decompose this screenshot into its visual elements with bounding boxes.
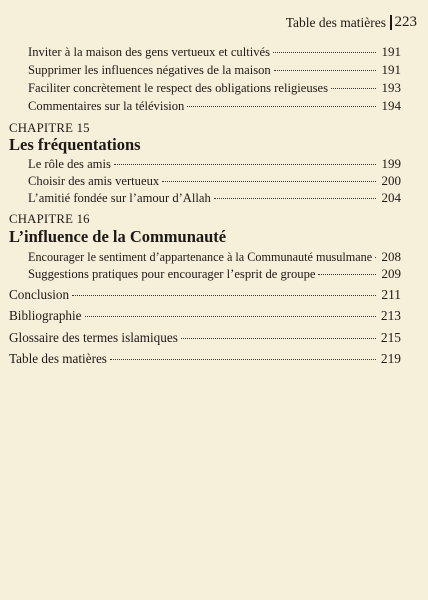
toc-entry-page: 191 bbox=[381, 62, 401, 77]
toc-entry bbox=[28, 249, 401, 265]
toc-entry-page: 191 bbox=[381, 44, 401, 59]
toc-entry-label: Glossaire des termes islamiques bbox=[9, 330, 178, 345]
chapter-16-title: L’influence de la Communauté bbox=[9, 227, 227, 246]
dot-leader bbox=[114, 164, 376, 165]
toc-entry-page: 213 bbox=[380, 308, 401, 323]
toc-entry bbox=[28, 62, 401, 78]
toc-entry-conclusion bbox=[9, 287, 401, 303]
toc-entry-page: 219 bbox=[380, 351, 401, 366]
dot-leader bbox=[375, 257, 376, 258]
toc-entry-page: 215 bbox=[380, 330, 401, 345]
toc-entry-bibliography bbox=[9, 308, 401, 324]
dot-leader bbox=[162, 181, 376, 182]
toc-entry-label: Conclusion bbox=[9, 287, 70, 302]
toc-entry-label: Choisir des amis vertueux bbox=[28, 174, 160, 188]
toc-entry bbox=[28, 173, 401, 189]
chapter-15-title: Les fréquentations bbox=[9, 135, 141, 154]
dot-leader bbox=[72, 295, 376, 296]
toc-entry bbox=[28, 190, 401, 206]
running-header-title: Table des matières bbox=[285, 14, 386, 30]
toc-entry-page: 211 bbox=[381, 287, 401, 302]
toc-entry-page: 194 bbox=[381, 98, 401, 113]
dot-leader bbox=[274, 70, 376, 71]
dot-leader bbox=[214, 198, 376, 199]
running-header bbox=[286, 14, 417, 31]
toc-entry-label: Commentaires sur la télévision bbox=[28, 99, 185, 113]
toc-entry-table-of-contents bbox=[9, 351, 401, 367]
toc-entry-page: 209 bbox=[381, 266, 401, 281]
running-header-page-number: 223 bbox=[394, 14, 417, 30]
toc-entry-label: Le rôle des amis bbox=[28, 157, 111, 171]
dot-leader bbox=[318, 274, 376, 275]
toc-entry-label: L’amitié fondée sur l’amour d’Allah bbox=[28, 191, 211, 205]
dot-leader bbox=[110, 359, 376, 360]
toc-entry-label: Supprimer les influences négatives de la maison bbox=[28, 63, 271, 77]
toc-entry bbox=[28, 98, 401, 114]
chapter-16-label: CHAPITRE 16 bbox=[9, 212, 90, 226]
toc-entry bbox=[28, 80, 401, 96]
toc-entry-glossary bbox=[9, 330, 401, 346]
dot-leader bbox=[331, 88, 376, 89]
dot-leader bbox=[187, 106, 376, 107]
toc-entry-page: 204 bbox=[381, 190, 401, 205]
toc-entry-label: Encourager le sentiment d’appartenance à la Communauté musulmane bbox=[28, 250, 373, 264]
toc-entry-label: Suggestions pratiques pour encourager l’esprit de groupe bbox=[28, 267, 316, 281]
chapter-15-label: CHAPITRE 15 bbox=[9, 121, 90, 135]
dot-leader bbox=[85, 316, 376, 317]
toc-entry-page: 208 bbox=[381, 249, 401, 264]
toc-entry-label: Inviter à la maison des gens vertueux et cultivés bbox=[28, 45, 271, 59]
header-separator bbox=[390, 15, 392, 30]
toc-entry-page: 199 bbox=[381, 156, 401, 171]
dot-leader bbox=[181, 338, 376, 339]
toc-entry-label: Table des matières bbox=[9, 351, 107, 366]
toc-entry bbox=[28, 44, 401, 60]
dot-leader bbox=[273, 52, 376, 53]
toc-entry bbox=[28, 266, 401, 282]
toc-entry bbox=[28, 156, 401, 172]
toc-entry-page: 193 bbox=[381, 80, 401, 95]
toc-entry-page: 200 bbox=[381, 173, 401, 188]
toc-entry-label: Bibliographie bbox=[9, 308, 82, 323]
toc-entry-label: Faciliter concrètement le respect des obligations religieuses bbox=[28, 81, 329, 95]
